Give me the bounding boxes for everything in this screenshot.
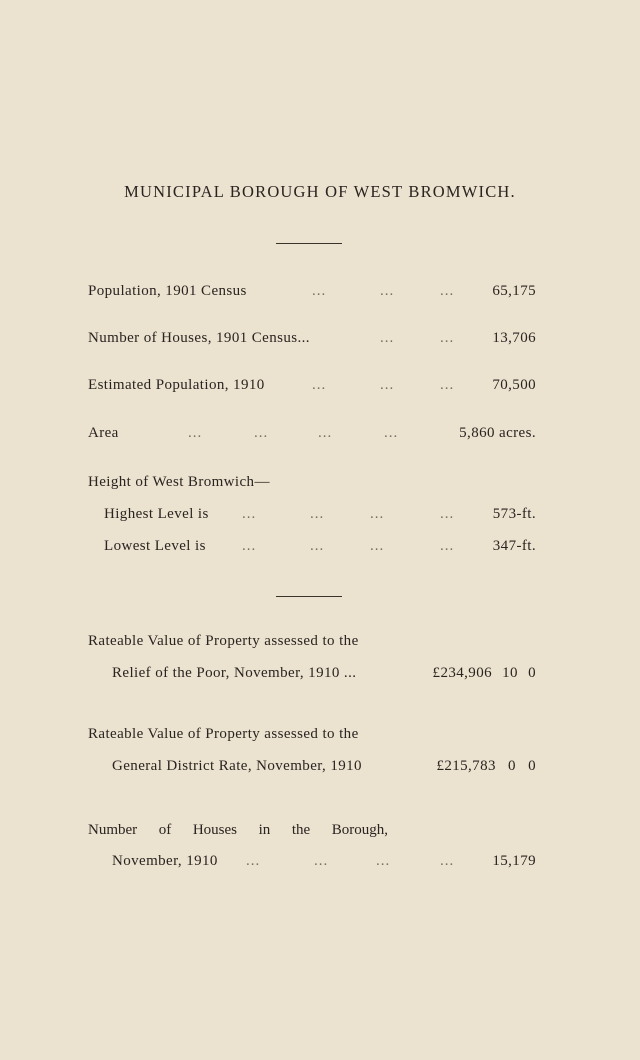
word: Number: [88, 822, 138, 838]
leader-dots: ...: [440, 538, 455, 554]
row-value: 65,175: [492, 283, 536, 299]
height-heading: [88, 474, 536, 496]
word: of: [158, 822, 172, 838]
row-label: Rateable Value of Property assessed to the: [88, 633, 359, 649]
row-value: £234,906 10 0: [432, 665, 536, 681]
word: Borough,: [331, 822, 388, 838]
divider-middle: [276, 596, 342, 597]
rateable-poor-line1: [88, 633, 536, 655]
rateable-district-line1: [88, 726, 536, 748]
leader-dots: ...: [380, 283, 395, 299]
row-rateable-poor: [112, 665, 536, 687]
word: Houses: [192, 822, 237, 838]
divider-top: [276, 243, 342, 244]
row-label: Estimated Population, 1910: [88, 377, 265, 393]
row-houses-borough: [112, 853, 536, 875]
word: the: [291, 822, 311, 838]
leader-dots: ...: [188, 425, 203, 441]
row-label: Relief of the Poor, November, 1910 ...: [112, 665, 357, 681]
row-label: Highest Level is: [104, 506, 209, 522]
row-label: Area: [88, 425, 119, 441]
row-population: [88, 283, 536, 305]
word: in: [258, 822, 271, 838]
leader-dots: ...: [312, 377, 327, 393]
row-rateable-district: [112, 758, 536, 780]
leader-dots: ...: [242, 538, 257, 554]
row-value: 573-ft.: [492, 506, 536, 522]
leader-dots: ...: [440, 330, 455, 346]
row-value: 15,179: [492, 853, 536, 869]
row-value: 70,500: [492, 377, 536, 393]
row-area: [88, 425, 536, 447]
leader-dots: ...: [370, 506, 385, 522]
row-value: 347-ft.: [492, 538, 536, 554]
row-estimated-population: [88, 377, 536, 399]
row-label: Rateable Value of Property assessed to the: [88, 726, 359, 742]
row-value: 5,860 acres.: [459, 425, 536, 441]
leader-dots: ...: [310, 506, 325, 522]
leader-dots: ...: [242, 506, 257, 522]
leader-dots: ...: [440, 506, 455, 522]
row-value: £215,783 0 0: [436, 758, 536, 774]
row-label: General District Rate, November, 1910: [112, 758, 362, 774]
page-title: MUNICIPAL BOROUGH OF WEST BROMWICH.: [124, 182, 516, 201]
row-houses-1901: [88, 330, 536, 352]
leader-dots: ...: [314, 853, 329, 869]
height-heading-text: Height of West Bromwich—: [88, 474, 270, 490]
leader-dots: ...: [380, 377, 395, 393]
leader-dots: ...: [440, 283, 455, 299]
leader-dots: ...: [370, 538, 385, 554]
leader-dots: ...: [310, 538, 325, 554]
row-value: 13,706: [492, 330, 536, 346]
row-label: Number of Houses, 1901 Census...: [88, 330, 310, 346]
leader-dots: ...: [440, 377, 455, 393]
leader-dots: ...: [376, 853, 391, 869]
leader-dots: ...: [254, 425, 269, 441]
houses-borough-line1: [88, 822, 388, 839]
row-highest-level: [104, 506, 536, 528]
leader-dots: ...: [384, 425, 399, 441]
leader-dots: ...: [246, 853, 261, 869]
row-label: Lowest Level is: [104, 538, 206, 554]
leader-dots: ...: [318, 425, 333, 441]
leader-dots: ...: [440, 853, 455, 869]
row-label: November, 1910: [112, 853, 218, 869]
leader-dots: ...: [312, 283, 327, 299]
leader-dots: ...: [380, 330, 395, 346]
row-label: Population, 1901 Census: [88, 283, 247, 299]
row-lowest-level: [104, 538, 536, 560]
